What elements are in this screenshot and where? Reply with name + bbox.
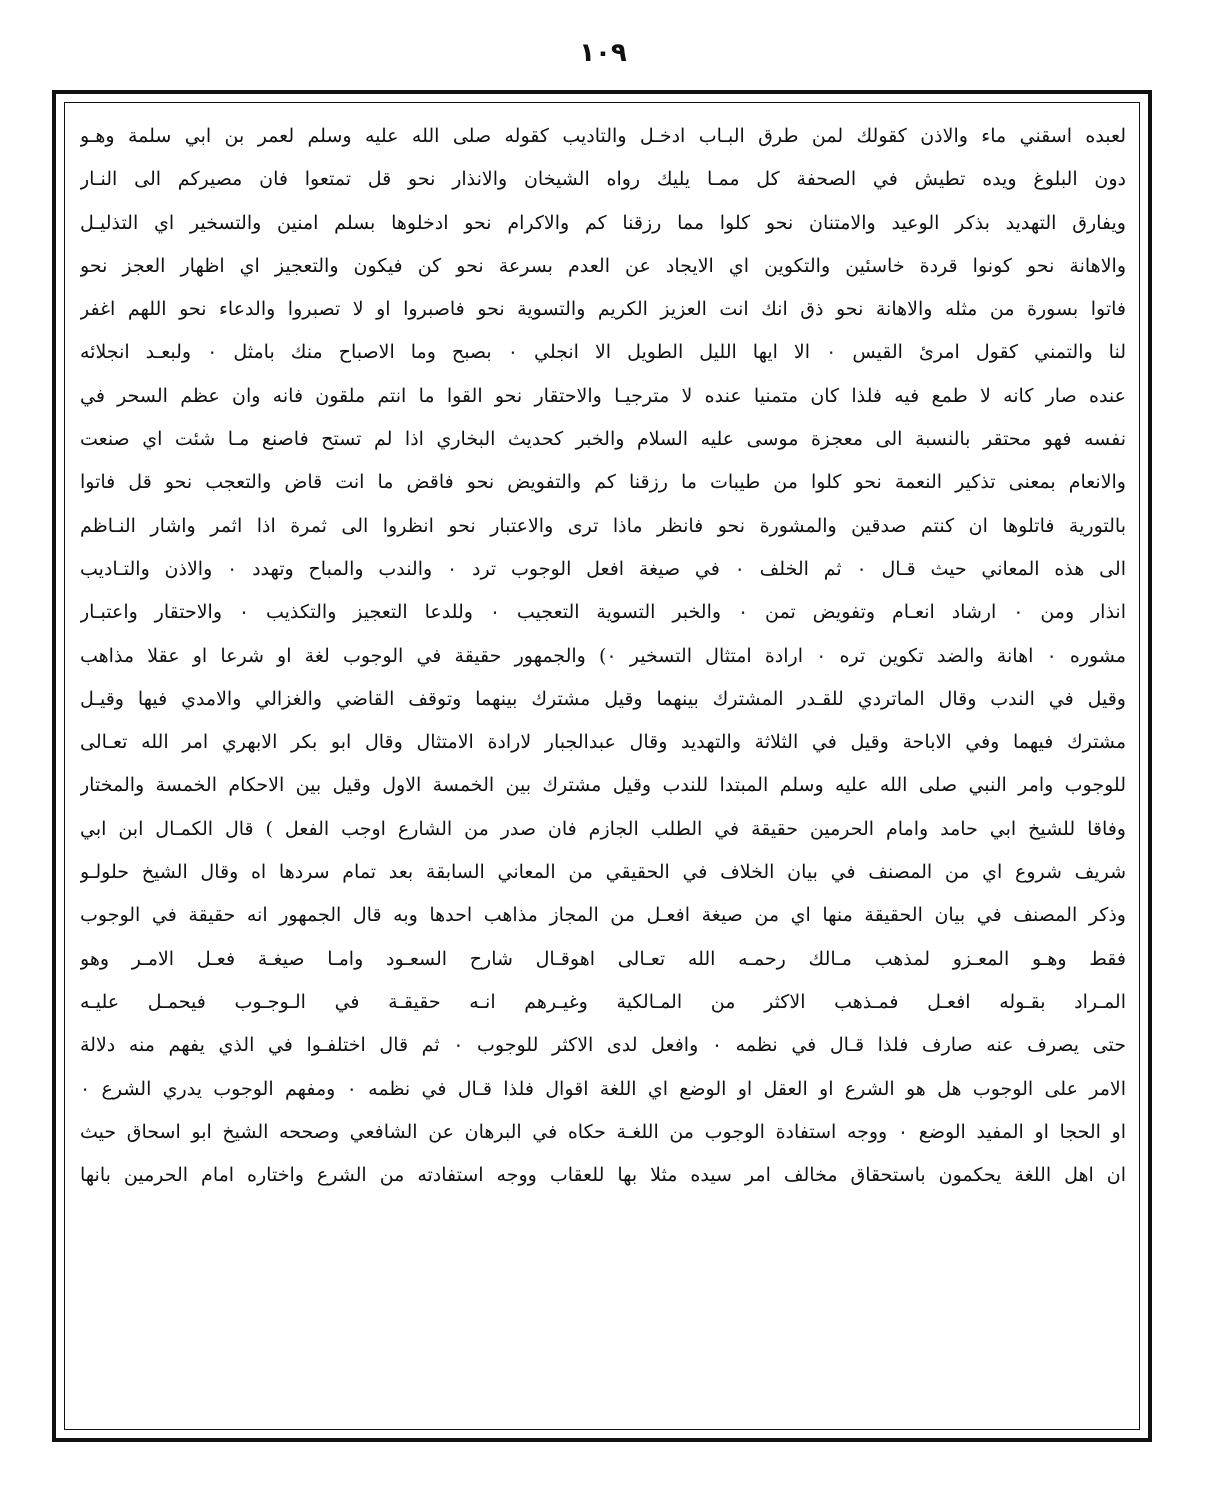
text-line: المـراد بقـوله افعـل فمـذهب الاكثر من المـالكية وغيـرهم انـه حقيقـة في الـوجـوب فيحمـل عليـه (80, 990, 1126, 1013)
text-line: الامر على الوجوب هل هو الشرع او العقل او الوضع اي اللغة اقوال فلذا قـال في نظمه ٠ ومفهم الوجوب يدري الشرع ٠ (80, 1077, 1126, 1100)
text-line: دون البلوغ ويده تطيش في الصحفة كل ممـا يليك رواه الشيخان والانذار نحو قل تمتعوا فان مصيركم الى النـار (80, 168, 1126, 191)
text-line: مشوره ٠ اهانة والضد تكوين تره ٠ ارادة امتثال التسخير ٠) والجمهور حقيقة في الوجوب لغة او شرعا او عقلا مذاهب (80, 644, 1126, 667)
text-line: والاهانة نحو كونوا قردة خاسئين والتكوين اي الايجاد عن العدم بسرعة نحو كن فيكون والتعجيز اي اظهار العجز نحو (80, 254, 1126, 277)
text-line: والانعام بمعنى تذكير النعمة نحو كلوا من طيبات ما رزقنا كم والتفويض نحو فاقض ما انت قاض والتعجب نحو قل فاتوا (80, 471, 1126, 494)
page-number: ١٠٩ (579, 38, 627, 68)
text-line: حتى يصرف عنه صارف فلذا قـال في نظمه ٠ وافعل لدى الاكثر للوجوب ٠ ثم قال اختلفـوا في الذي يفهم منه دلالة (80, 1034, 1126, 1057)
text-line: الى هذه المعاني حيث قـال ٠ ثم الخلف ٠ في صيغة افعل الوجوب ترد ٠ والندب والمباح وتهدد ٠ والاذن والتـاديب (80, 557, 1126, 580)
text-line: ان اهل اللغة يحكمون باستحقاق مخالف امر سيده مثلا بها للعقاب ووجه استفادته من الشرع واختاره امام الحرمين بانها (80, 1164, 1126, 1187)
text-line: نفسه فهو محتقر بالنسبة الى معجزة موسى عليه السلام والخبر كحديث البخاري اذا لم تستح فاصنع مـا شئت اي صنعت (80, 428, 1126, 451)
text-line: فاتوا بسورة من مثله والاهانة نحو ذق انك انت العزيز الكريم والتسوية نحو فاصبروا او لا تصبروا والدعاء نحو اللهم اغفر (80, 298, 1126, 321)
text-line: وذكر المصنف في بيان الحقيقة منها اي من صيغة افعـل من المجاز مذاهب احدها وبه قال الجمهور انه حقيقة في الوجوب (80, 904, 1126, 927)
text-line: للوجوب وامر النبي صلى الله عليه وسلم المبتدا للندب وقيل مشترك بين الخمسة الاول وقيل بين الاحكام الخمسة والمختار (80, 774, 1126, 797)
text-line: وفاقا للشيخ ابي حامد وامام الحرمين حقيقة في الطلب الجازم فان صدر من الشارع اوجب الفعل ) قال الكمـال ابن ابي (80, 817, 1126, 840)
text-line: انذار ومن ٠ ارشاد انعـام وتفويض تمن ٠ والخبر التسوية التعجيب ٠ وللدعا التعجيز والتكذيب ٠ والاحتقار واعتبـار (80, 601, 1126, 624)
text-line: عنده صار كانه لا طمع فيه فلذا كان متمنيا عنده لا مترجيـا والاحتقار نحو القوا ما انتم ملقون فانه وان عظم السحر في (80, 384, 1126, 407)
text-line: او الحجا او المفيد الوضع ٠ ووجه استفادة الوجوب من اللغـة حكاه في البرهان عن الشافعي وصححه الشيخ ابو اسحاق حيث (80, 1120, 1126, 1143)
text-line: وقيل في الندب وقال الماتردي للقـدر المشترك بينهما وقيل مشترك بينهما وتوقف القاضي والغزالي والامدي فيها وقيـل (80, 687, 1126, 710)
text-line: فقط وهـو المعـزو لمذهب مـالك رحمـه الله تعـالى اهوقـال شارح السعـود وامـا صيغـة فعـل الامـر وهو (80, 947, 1126, 970)
text-line: ويفارق التهديد بذكر الوعيد والامتنان نحو كلوا مما رزقنا كم والاكرام نحو ادخلوها بسلم امنين والتسخير اي التذليـل (80, 211, 1126, 234)
text-line: بالتورية فاتلوها ان كنتم صدقين والمشورة نحو فانظر ماذا ترى والاعتبار نحو انظروا الى ثمرة اذا اثمر واشار النـاظم (80, 514, 1126, 537)
text-line: لعبده اسقني ماء والاذن كقولك لمن طرق البـاب ادخـل والتاديب كقوله صلى الله عليه وسلم لعمر بن ابي سلمة وهـو (80, 125, 1126, 147)
text-line: مشترك فيهما وفي الاباحة وقيل في الثلاثة والتهديد وقال عبدالجبار لارادة الامتثال وقال ابو بكر الابهري امر الله تعـالى (80, 731, 1126, 754)
text-line: شريف شروع اي من المصنف في بيان الخلاف في الحقيقي من المعاني السابقة بعد تمام سردها اه وقال الشيخ حلولـو (80, 861, 1126, 884)
text-body (80, 115, 1126, 1415)
text-line: لنا والتمني كقول امرئ القيس ٠ الا ايها الليل الطويل الا انجلي ٠ بصبح وما الاصباح منك بامثل ٠ ولبعـد انجلائه (80, 341, 1126, 364)
